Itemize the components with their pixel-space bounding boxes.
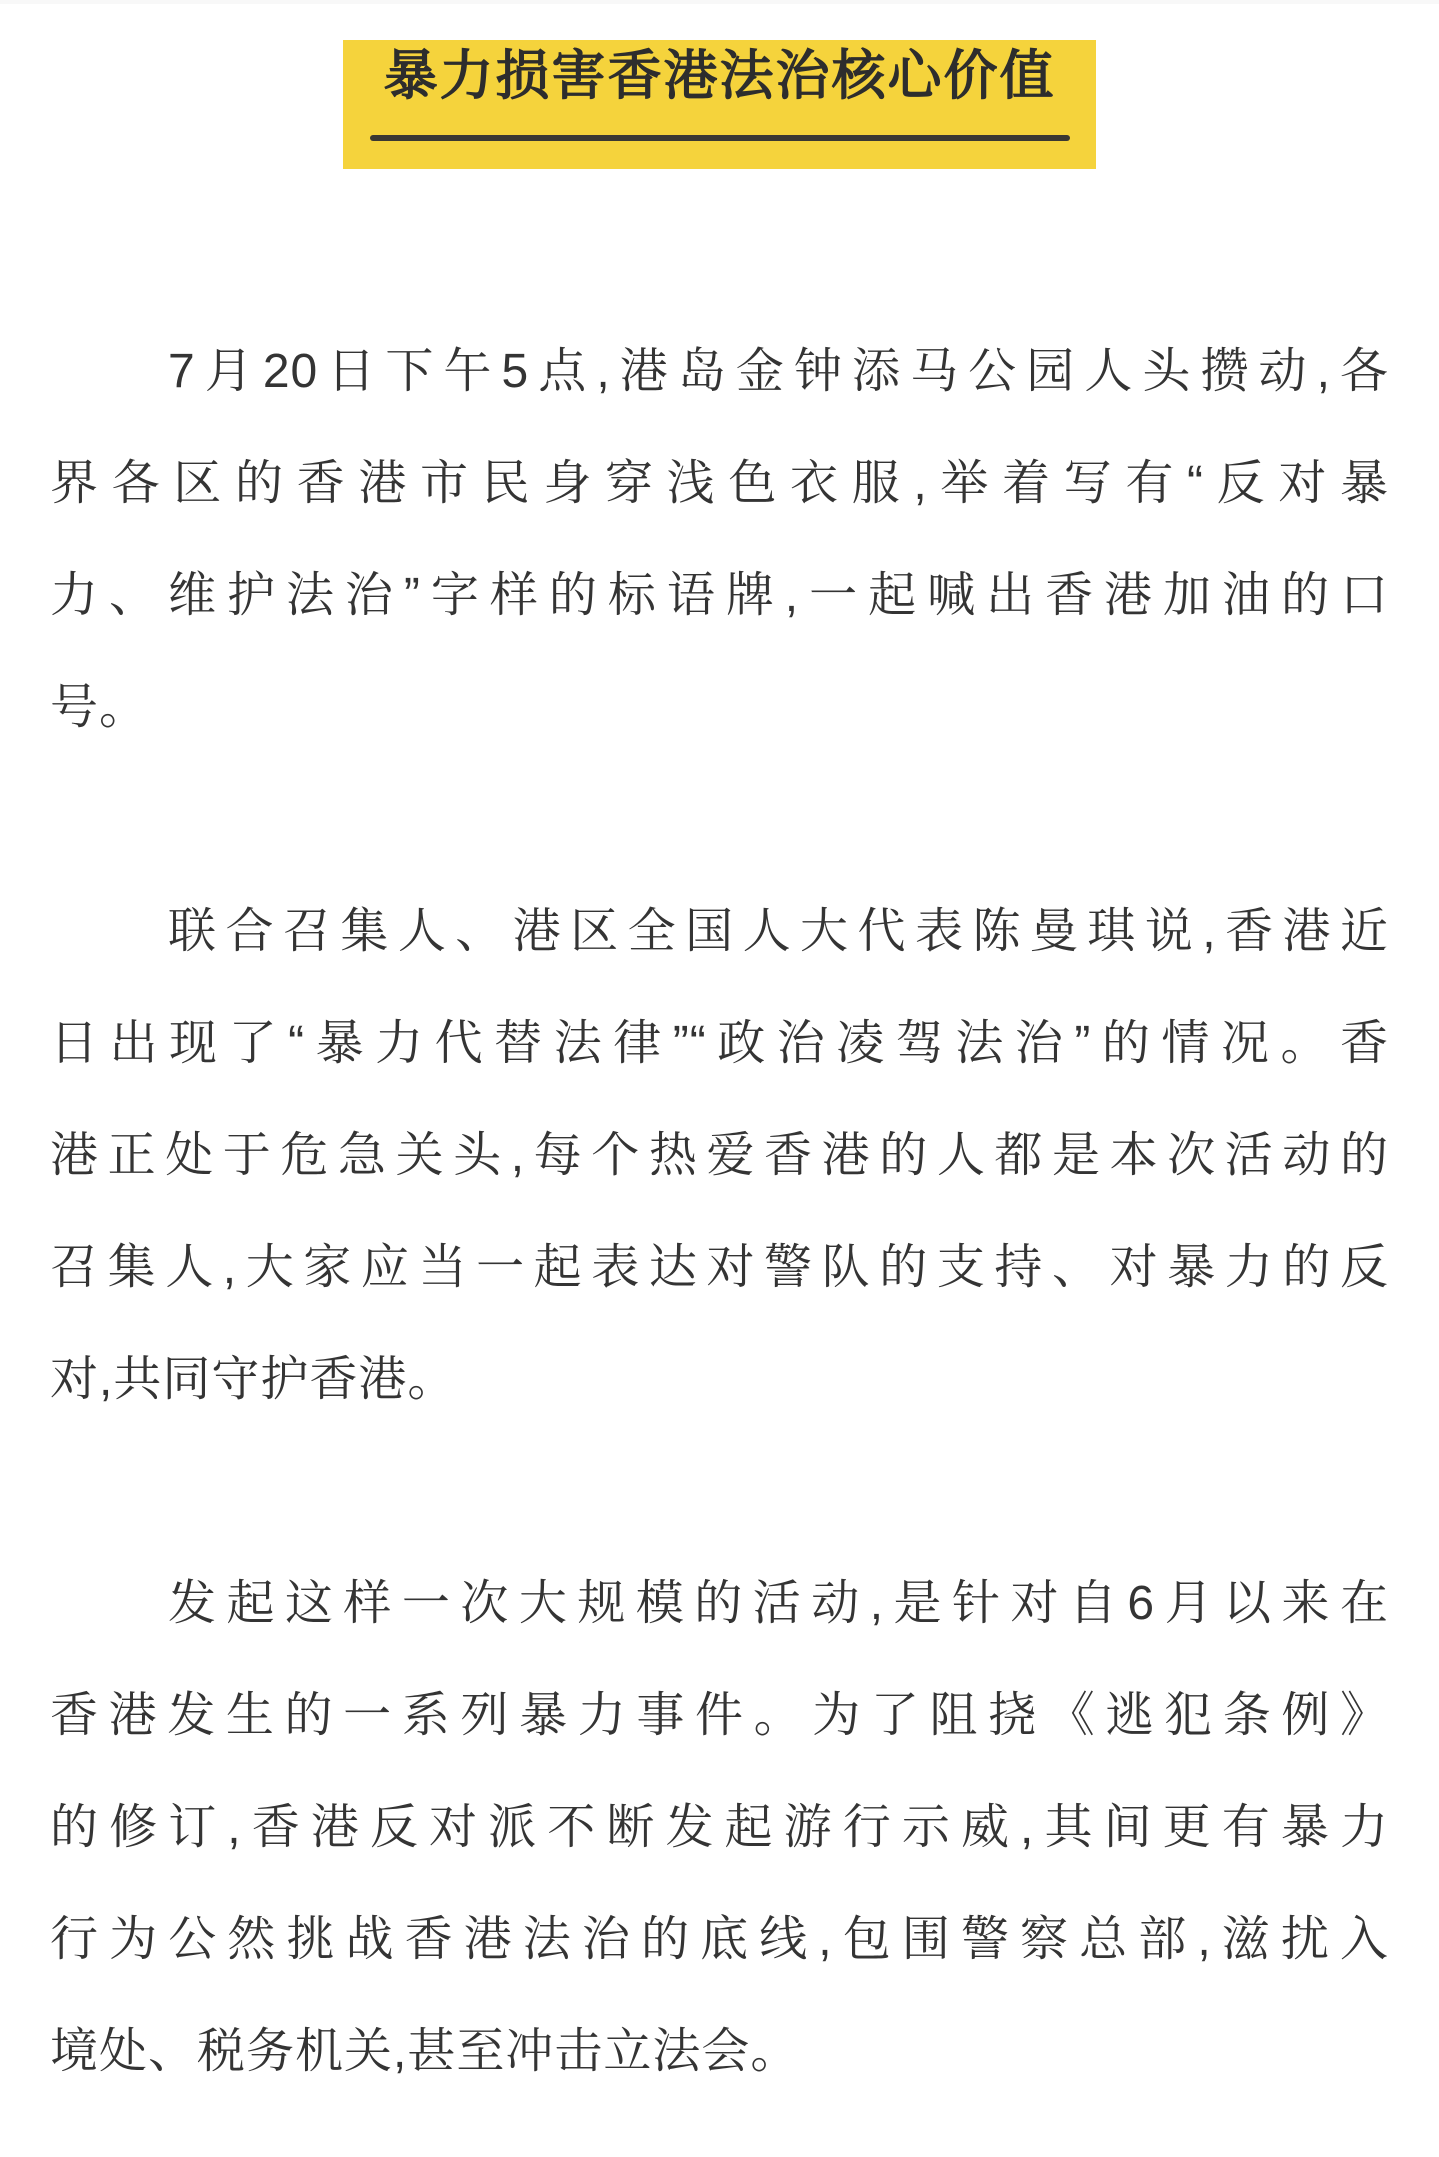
text-line: 界各区的香港市民身穿浅色衣服,举着写有“反对暴 — [50, 457, 1389, 510]
title-underline — [370, 135, 1070, 141]
article-paragraph — [50, 1548, 1389, 2108]
text-line: 号。 — [50, 681, 149, 734]
text-line: 力、维护法治”字样的标语牌,一起喊出香港加油的口 — [50, 569, 1389, 622]
article-paragraph — [50, 316, 1389, 764]
article-title: 暴力损害香港法治核心价值 — [383, 46, 1056, 106]
text-line: 的修订,香港反对派不断发起游行示威,其间更有暴力 — [50, 1801, 1389, 1854]
text-line: 港正处于危急关头,每个热爱香港的人都是本次活动的 — [50, 1129, 1389, 1182]
text-line: 香港发生的一系列暴力事件。为了阻挠《逃犯条例》 — [50, 1689, 1389, 1742]
text-line: 对,共同守护香港。 — [50, 1353, 457, 1406]
article-body — [50, 316, 1389, 2108]
text-line: 境处、税务机关,甚至冲击立法会。 — [50, 2025, 800, 2078]
text-line: 行为公然挑战香港法治的底线,包围警察总部,滋扰入 — [50, 1913, 1389, 1966]
top-edge-strip — [0, 0, 1439, 4]
text-line: 7月20日下午5点,港岛金钟添马公园人头攒动,各 — [168, 345, 1389, 398]
article-paragraph — [50, 876, 1389, 1436]
text-line: 召集人,大家应当一起表达对警队的支持、对暴力的反 — [50, 1241, 1389, 1294]
text-line: 联合召集人、港区全国人大代表陈曼琪说,香港近 — [168, 905, 1389, 958]
text-line: 日出现了“暴力代替法律”“政治凌驾法治”的情况。香 — [50, 1017, 1389, 1070]
title-banner — [343, 40, 1096, 169]
text-line: 发起这样一次大规模的活动,是针对自6月以来在 — [168, 1577, 1389, 1630]
